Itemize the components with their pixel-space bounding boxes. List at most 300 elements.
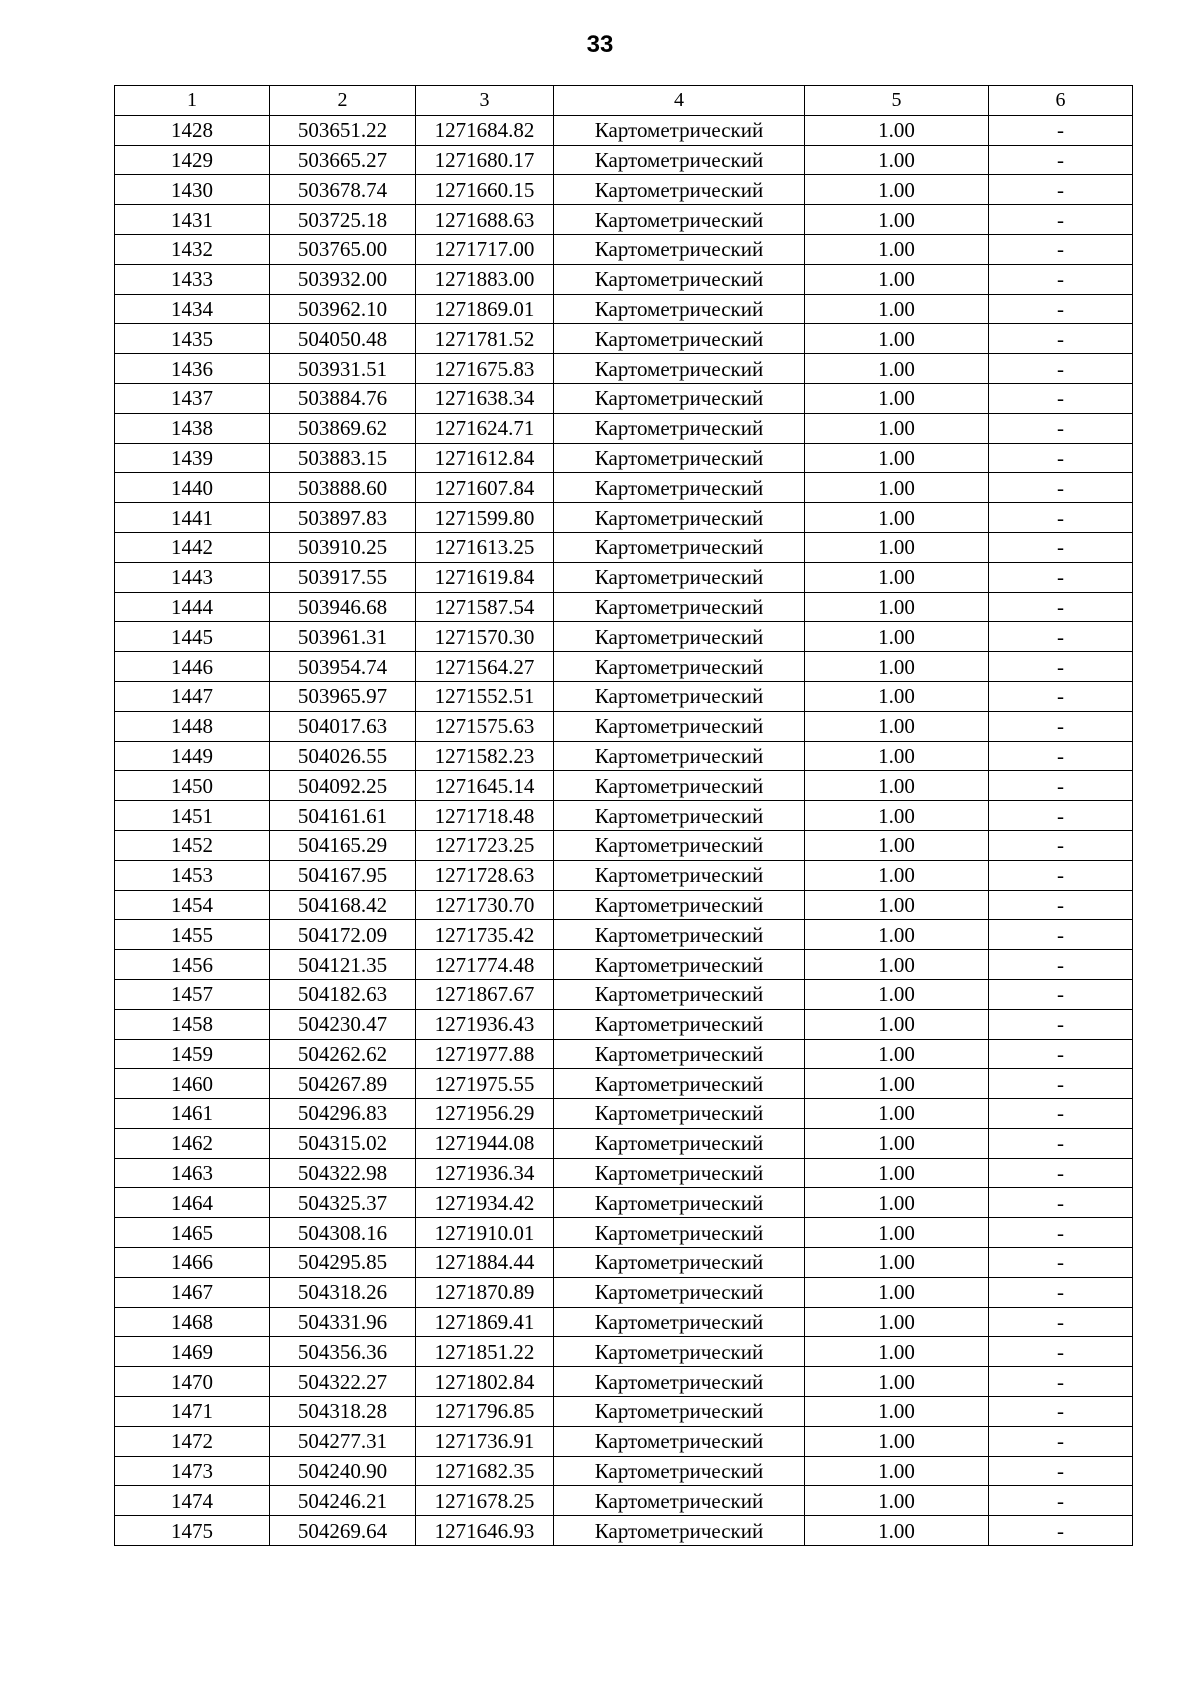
x-coordinate-cell: 503946.68 xyxy=(270,592,416,622)
x-coordinate-cell: 504322.98 xyxy=(270,1158,416,1188)
table-row xyxy=(115,681,1133,711)
note-cell: - xyxy=(989,383,1133,413)
point-number-cell: 1443 xyxy=(115,562,270,592)
x-coordinate-cell: 504295.85 xyxy=(270,1248,416,1278)
precision-cell: 1.00 xyxy=(805,1009,989,1039)
x-coordinate-cell: 504356.36 xyxy=(270,1337,416,1367)
y-coordinate-cell: 1271774.48 xyxy=(416,950,554,980)
note-cell: - xyxy=(989,234,1133,264)
y-coordinate-cell: 1271884.44 xyxy=(416,1248,554,1278)
note-cell: - xyxy=(989,413,1133,443)
x-coordinate-cell: 503917.55 xyxy=(270,562,416,592)
x-coordinate-cell: 504092.25 xyxy=(270,771,416,801)
y-coordinate-cell: 1271678.25 xyxy=(416,1486,554,1516)
y-coordinate-cell: 1271956.29 xyxy=(416,1099,554,1129)
note-cell: - xyxy=(989,652,1133,682)
x-coordinate-cell: 503678.74 xyxy=(270,175,416,205)
y-coordinate-cell: 1271646.93 xyxy=(416,1516,554,1546)
table-row xyxy=(115,562,1133,592)
table-row xyxy=(115,145,1133,175)
x-coordinate-cell: 504168.42 xyxy=(270,890,416,920)
y-coordinate-cell: 1271645.14 xyxy=(416,771,554,801)
table-row xyxy=(115,413,1133,443)
table-row xyxy=(115,1337,1133,1367)
point-number-cell: 1430 xyxy=(115,175,270,205)
table-row xyxy=(115,711,1133,741)
method-cell: Картометрический xyxy=(554,1188,805,1218)
note-cell: - xyxy=(989,532,1133,562)
point-number-cell: 1460 xyxy=(115,1069,270,1099)
note-cell: - xyxy=(989,1486,1133,1516)
precision-cell: 1.00 xyxy=(805,443,989,473)
method-cell: Картометрический xyxy=(554,950,805,980)
y-coordinate-cell: 1271723.25 xyxy=(416,830,554,860)
x-coordinate-cell: 503932.00 xyxy=(270,264,416,294)
method-cell: Картометрический xyxy=(554,622,805,652)
method-cell: Картометрический xyxy=(554,1277,805,1307)
table-row xyxy=(115,234,1133,264)
method-cell: Картометрический xyxy=(554,324,805,354)
note-cell: - xyxy=(989,622,1133,652)
y-coordinate-cell: 1271688.63 xyxy=(416,205,554,235)
precision-cell: 1.00 xyxy=(805,622,989,652)
method-cell: Картометрический xyxy=(554,741,805,771)
point-number-cell: 1455 xyxy=(115,920,270,950)
note-cell: - xyxy=(989,1456,1133,1486)
precision-cell: 1.00 xyxy=(805,1307,989,1337)
precision-cell: 1.00 xyxy=(805,1337,989,1367)
table-body xyxy=(115,115,1133,1545)
table-row xyxy=(115,532,1133,562)
note-cell: - xyxy=(989,1099,1133,1129)
precision-cell: 1.00 xyxy=(805,175,989,205)
point-number-cell: 1464 xyxy=(115,1188,270,1218)
note-cell: - xyxy=(989,1367,1133,1397)
table-row xyxy=(115,741,1133,771)
y-coordinate-cell: 1271624.71 xyxy=(416,413,554,443)
method-cell: Картометрический xyxy=(554,264,805,294)
method-cell: Картометрический xyxy=(554,592,805,622)
x-coordinate-cell: 503931.51 xyxy=(270,354,416,384)
table-row xyxy=(115,1516,1133,1546)
x-coordinate-cell: 504172.09 xyxy=(270,920,416,950)
method-cell: Картометрический xyxy=(554,1307,805,1337)
point-number-cell: 1458 xyxy=(115,1009,270,1039)
table-row xyxy=(115,443,1133,473)
note-cell: - xyxy=(989,294,1133,324)
precision-cell: 1.00 xyxy=(805,920,989,950)
y-coordinate-cell: 1271944.08 xyxy=(416,1128,554,1158)
method-cell: Картометрический xyxy=(554,383,805,413)
method-cell: Картометрический xyxy=(554,443,805,473)
point-number-cell: 1473 xyxy=(115,1456,270,1486)
method-cell: Картометрический xyxy=(554,771,805,801)
method-cell: Картометрический xyxy=(554,979,805,1009)
precision-cell: 1.00 xyxy=(805,1486,989,1516)
table-row xyxy=(115,1009,1133,1039)
x-coordinate-cell: 504240.90 xyxy=(270,1456,416,1486)
method-cell: Картометрический xyxy=(554,562,805,592)
note-cell: - xyxy=(989,175,1133,205)
table-row xyxy=(115,860,1133,890)
y-coordinate-cell: 1271619.84 xyxy=(416,562,554,592)
note-cell: - xyxy=(989,1307,1133,1337)
point-number-cell: 1467 xyxy=(115,1277,270,1307)
point-number-cell: 1444 xyxy=(115,592,270,622)
point-number-cell: 1461 xyxy=(115,1099,270,1129)
precision-cell: 1.00 xyxy=(805,1128,989,1158)
x-coordinate-cell: 503765.00 xyxy=(270,234,416,264)
y-coordinate-cell: 1271612.84 xyxy=(416,443,554,473)
method-cell: Картометрический xyxy=(554,234,805,264)
x-coordinate-cell: 504026.55 xyxy=(270,741,416,771)
y-coordinate-cell: 1271552.51 xyxy=(416,681,554,711)
note-cell: - xyxy=(989,354,1133,384)
y-coordinate-cell: 1271575.63 xyxy=(416,711,554,741)
method-cell: Картометрический xyxy=(554,1069,805,1099)
note-cell: - xyxy=(989,681,1133,711)
point-number-cell: 1469 xyxy=(115,1337,270,1367)
precision-cell: 1.00 xyxy=(805,1158,989,1188)
method-cell: Картометрический xyxy=(554,1009,805,1039)
y-coordinate-cell: 1271869.41 xyxy=(416,1307,554,1337)
note-cell: - xyxy=(989,830,1133,860)
table-row xyxy=(115,175,1133,205)
precision-cell: 1.00 xyxy=(805,294,989,324)
precision-cell: 1.00 xyxy=(805,383,989,413)
y-coordinate-cell: 1271867.67 xyxy=(416,979,554,1009)
y-coordinate-cell: 1271599.80 xyxy=(416,503,554,533)
table-row xyxy=(115,264,1133,294)
precision-cell: 1.00 xyxy=(805,1426,989,1456)
precision-cell: 1.00 xyxy=(805,354,989,384)
point-number-cell: 1428 xyxy=(115,115,270,145)
table-row xyxy=(115,622,1133,652)
method-cell: Картометрический xyxy=(554,1099,805,1129)
point-number-cell: 1435 xyxy=(115,324,270,354)
point-number-cell: 1436 xyxy=(115,354,270,384)
precision-cell: 1.00 xyxy=(805,681,989,711)
x-coordinate-cell: 503954.74 xyxy=(270,652,416,682)
method-cell: Картометрический xyxy=(554,681,805,711)
precision-cell: 1.00 xyxy=(805,1397,989,1427)
method-cell: Картометрический xyxy=(554,503,805,533)
method-cell: Картометрический xyxy=(554,145,805,175)
table-row xyxy=(115,1277,1133,1307)
point-number-cell: 1441 xyxy=(115,503,270,533)
table-row xyxy=(115,1486,1133,1516)
y-coordinate-cell: 1271564.27 xyxy=(416,652,554,682)
column-header: 2 xyxy=(270,86,416,116)
point-number-cell: 1429 xyxy=(115,145,270,175)
method-cell: Картометрический xyxy=(554,1039,805,1069)
point-number-cell: 1453 xyxy=(115,860,270,890)
y-coordinate-cell: 1271977.88 xyxy=(416,1039,554,1069)
point-number-cell: 1474 xyxy=(115,1486,270,1516)
x-coordinate-cell: 503725.18 xyxy=(270,205,416,235)
y-coordinate-cell: 1271736.91 xyxy=(416,1426,554,1456)
table-row xyxy=(115,1128,1133,1158)
table-row xyxy=(115,324,1133,354)
y-coordinate-cell: 1271910.01 xyxy=(416,1218,554,1248)
point-number-cell: 1454 xyxy=(115,890,270,920)
method-cell: Картометрический xyxy=(554,920,805,950)
precision-cell: 1.00 xyxy=(805,890,989,920)
note-cell: - xyxy=(989,1009,1133,1039)
method-cell: Картометрический xyxy=(554,175,805,205)
point-number-cell: 1433 xyxy=(115,264,270,294)
point-number-cell: 1431 xyxy=(115,205,270,235)
method-cell: Картометрический xyxy=(554,1158,805,1188)
table-row xyxy=(115,920,1133,950)
y-coordinate-cell: 1271936.34 xyxy=(416,1158,554,1188)
table-row xyxy=(115,1218,1133,1248)
page-number: 33 xyxy=(586,31,614,58)
x-coordinate-cell: 504267.89 xyxy=(270,1069,416,1099)
table-row xyxy=(115,950,1133,980)
precision-cell: 1.00 xyxy=(805,413,989,443)
precision-cell: 1.00 xyxy=(805,830,989,860)
precision-cell: 1.00 xyxy=(805,950,989,980)
point-number-cell: 1459 xyxy=(115,1039,270,1069)
y-coordinate-cell: 1271717.00 xyxy=(416,234,554,264)
column-header: 3 xyxy=(416,86,554,116)
table-row xyxy=(115,652,1133,682)
precision-cell: 1.00 xyxy=(805,205,989,235)
y-coordinate-cell: 1271613.25 xyxy=(416,532,554,562)
method-cell: Картометрический xyxy=(554,890,805,920)
precision-cell: 1.00 xyxy=(805,801,989,831)
y-coordinate-cell: 1271936.43 xyxy=(416,1009,554,1039)
table-header-row xyxy=(115,86,1133,116)
note-cell: - xyxy=(989,115,1133,145)
point-number-cell: 1462 xyxy=(115,1128,270,1158)
x-coordinate-cell: 504182.63 xyxy=(270,979,416,1009)
precision-cell: 1.00 xyxy=(805,1456,989,1486)
precision-cell: 1.00 xyxy=(805,473,989,503)
column-header: 1 xyxy=(115,86,270,116)
x-coordinate-cell: 503884.76 xyxy=(270,383,416,413)
y-coordinate-cell: 1271682.35 xyxy=(416,1456,554,1486)
note-cell: - xyxy=(989,1516,1133,1546)
point-number-cell: 1448 xyxy=(115,711,270,741)
x-coordinate-cell: 504165.29 xyxy=(270,830,416,860)
note-cell: - xyxy=(989,1277,1133,1307)
table-row xyxy=(115,592,1133,622)
table-row xyxy=(115,503,1133,533)
precision-cell: 1.00 xyxy=(805,1367,989,1397)
y-coordinate-cell: 1271851.22 xyxy=(416,1337,554,1367)
y-coordinate-cell: 1271975.55 xyxy=(416,1069,554,1099)
note-cell: - xyxy=(989,771,1133,801)
y-coordinate-cell: 1271587.54 xyxy=(416,592,554,622)
method-cell: Картометрический xyxy=(554,532,805,562)
y-coordinate-cell: 1271638.34 xyxy=(416,383,554,413)
table-row xyxy=(115,473,1133,503)
method-cell: Картометрический xyxy=(554,294,805,324)
x-coordinate-cell: 504262.62 xyxy=(270,1039,416,1069)
note-cell: - xyxy=(989,1188,1133,1218)
x-coordinate-cell: 504318.26 xyxy=(270,1277,416,1307)
note-cell: - xyxy=(989,1128,1133,1158)
x-coordinate-cell: 503883.15 xyxy=(270,443,416,473)
x-coordinate-cell: 504322.27 xyxy=(270,1367,416,1397)
point-number-cell: 1451 xyxy=(115,801,270,831)
table-row xyxy=(115,830,1133,860)
precision-cell: 1.00 xyxy=(805,1218,989,1248)
column-header: 6 xyxy=(989,86,1133,116)
note-cell: - xyxy=(989,860,1133,890)
x-coordinate-cell: 504246.21 xyxy=(270,1486,416,1516)
x-coordinate-cell: 503888.60 xyxy=(270,473,416,503)
x-coordinate-cell: 504315.02 xyxy=(270,1128,416,1158)
x-coordinate-cell: 504050.48 xyxy=(270,324,416,354)
y-coordinate-cell: 1271934.42 xyxy=(416,1188,554,1218)
x-coordinate-cell: 504308.16 xyxy=(270,1218,416,1248)
table-row xyxy=(115,1248,1133,1278)
point-number-cell: 1456 xyxy=(115,950,270,980)
y-coordinate-cell: 1271730.70 xyxy=(416,890,554,920)
y-coordinate-cell: 1271802.84 xyxy=(416,1367,554,1397)
note-cell: - xyxy=(989,890,1133,920)
precision-cell: 1.00 xyxy=(805,1277,989,1307)
table-row xyxy=(115,115,1133,145)
y-coordinate-cell: 1271675.83 xyxy=(416,354,554,384)
note-cell: - xyxy=(989,1426,1133,1456)
note-cell: - xyxy=(989,324,1133,354)
table-row xyxy=(115,1039,1133,1069)
precision-cell: 1.00 xyxy=(805,562,989,592)
point-number-cell: 1463 xyxy=(115,1158,270,1188)
x-coordinate-cell: 503910.25 xyxy=(270,532,416,562)
note-cell: - xyxy=(989,1248,1133,1278)
method-cell: Картометрический xyxy=(554,473,805,503)
note-cell: - xyxy=(989,443,1133,473)
x-coordinate-cell: 504121.35 xyxy=(270,950,416,980)
x-coordinate-cell: 504269.64 xyxy=(270,1516,416,1546)
table-row xyxy=(115,354,1133,384)
y-coordinate-cell: 1271718.48 xyxy=(416,801,554,831)
note-cell: - xyxy=(989,1337,1133,1367)
note-cell: - xyxy=(989,979,1133,1009)
table-row xyxy=(115,1069,1133,1099)
point-number-cell: 1450 xyxy=(115,771,270,801)
x-coordinate-cell: 504318.28 xyxy=(270,1397,416,1427)
x-coordinate-cell: 504325.37 xyxy=(270,1188,416,1218)
y-coordinate-cell: 1271735.42 xyxy=(416,920,554,950)
table-row xyxy=(115,383,1133,413)
method-cell: Картометрический xyxy=(554,1218,805,1248)
point-number-cell: 1475 xyxy=(115,1516,270,1546)
precision-cell: 1.00 xyxy=(805,771,989,801)
point-number-cell: 1434 xyxy=(115,294,270,324)
note-cell: - xyxy=(989,920,1133,950)
table-row xyxy=(115,1158,1133,1188)
note-cell: - xyxy=(989,264,1133,294)
x-coordinate-cell: 504277.31 xyxy=(270,1426,416,1456)
note-cell: - xyxy=(989,145,1133,175)
y-coordinate-cell: 1271684.82 xyxy=(416,115,554,145)
method-cell: Картометрический xyxy=(554,1486,805,1516)
y-coordinate-cell: 1271582.23 xyxy=(416,741,554,771)
y-coordinate-cell: 1271869.01 xyxy=(416,294,554,324)
y-coordinate-cell: 1271781.52 xyxy=(416,324,554,354)
precision-cell: 1.00 xyxy=(805,979,989,1009)
table-row xyxy=(115,801,1133,831)
method-cell: Картометрический xyxy=(554,1397,805,1427)
precision-cell: 1.00 xyxy=(805,1069,989,1099)
table-row xyxy=(115,1456,1133,1486)
x-coordinate-cell: 504017.63 xyxy=(270,711,416,741)
note-cell: - xyxy=(989,1069,1133,1099)
precision-cell: 1.00 xyxy=(805,592,989,622)
method-cell: Картометрический xyxy=(554,652,805,682)
method-cell: Картометрический xyxy=(554,1337,805,1367)
precision-cell: 1.00 xyxy=(805,532,989,562)
method-cell: Картометрический xyxy=(554,1128,805,1158)
point-number-cell: 1440 xyxy=(115,473,270,503)
table-row xyxy=(115,294,1133,324)
x-coordinate-cell: 503965.97 xyxy=(270,681,416,711)
x-coordinate-cell: 504167.95 xyxy=(270,860,416,890)
y-coordinate-cell: 1271728.63 xyxy=(416,860,554,890)
y-coordinate-cell: 1271570.30 xyxy=(416,622,554,652)
point-number-cell: 1449 xyxy=(115,741,270,771)
precision-cell: 1.00 xyxy=(805,264,989,294)
precision-cell: 1.00 xyxy=(805,503,989,533)
point-number-cell: 1447 xyxy=(115,681,270,711)
x-coordinate-cell: 504230.47 xyxy=(270,1009,416,1039)
point-number-cell: 1457 xyxy=(115,979,270,1009)
x-coordinate-cell: 504296.83 xyxy=(270,1099,416,1129)
precision-cell: 1.00 xyxy=(805,860,989,890)
table-row xyxy=(115,1307,1133,1337)
precision-cell: 1.00 xyxy=(805,1039,989,1069)
precision-cell: 1.00 xyxy=(805,1099,989,1129)
note-cell: - xyxy=(989,711,1133,741)
precision-cell: 1.00 xyxy=(805,145,989,175)
point-number-cell: 1446 xyxy=(115,652,270,682)
x-coordinate-cell: 504331.96 xyxy=(270,1307,416,1337)
point-number-cell: 1471 xyxy=(115,1397,270,1427)
method-cell: Картометрический xyxy=(554,830,805,860)
x-coordinate-cell: 503962.10 xyxy=(270,294,416,324)
table-row xyxy=(115,1397,1133,1427)
table-row xyxy=(115,1188,1133,1218)
note-cell: - xyxy=(989,1039,1133,1069)
x-coordinate-cell: 503651.22 xyxy=(270,115,416,145)
note-cell: - xyxy=(989,950,1133,980)
point-number-cell: 1452 xyxy=(115,830,270,860)
method-cell: Картометрический xyxy=(554,115,805,145)
method-cell: Картометрический xyxy=(554,801,805,831)
point-number-cell: 1442 xyxy=(115,532,270,562)
point-number-cell: 1465 xyxy=(115,1218,270,1248)
note-cell: - xyxy=(989,1218,1133,1248)
method-cell: Картометрический xyxy=(554,711,805,741)
precision-cell: 1.00 xyxy=(805,1248,989,1278)
y-coordinate-cell: 1271796.85 xyxy=(416,1397,554,1427)
point-number-cell: 1466 xyxy=(115,1248,270,1278)
method-cell: Картометрический xyxy=(554,1516,805,1546)
method-cell: Картометрический xyxy=(554,1248,805,1278)
point-number-cell: 1432 xyxy=(115,234,270,264)
point-number-cell: 1472 xyxy=(115,1426,270,1456)
table-row xyxy=(115,890,1133,920)
precision-cell: 1.00 xyxy=(805,652,989,682)
table-row xyxy=(115,771,1133,801)
method-cell: Картометрический xyxy=(554,1367,805,1397)
